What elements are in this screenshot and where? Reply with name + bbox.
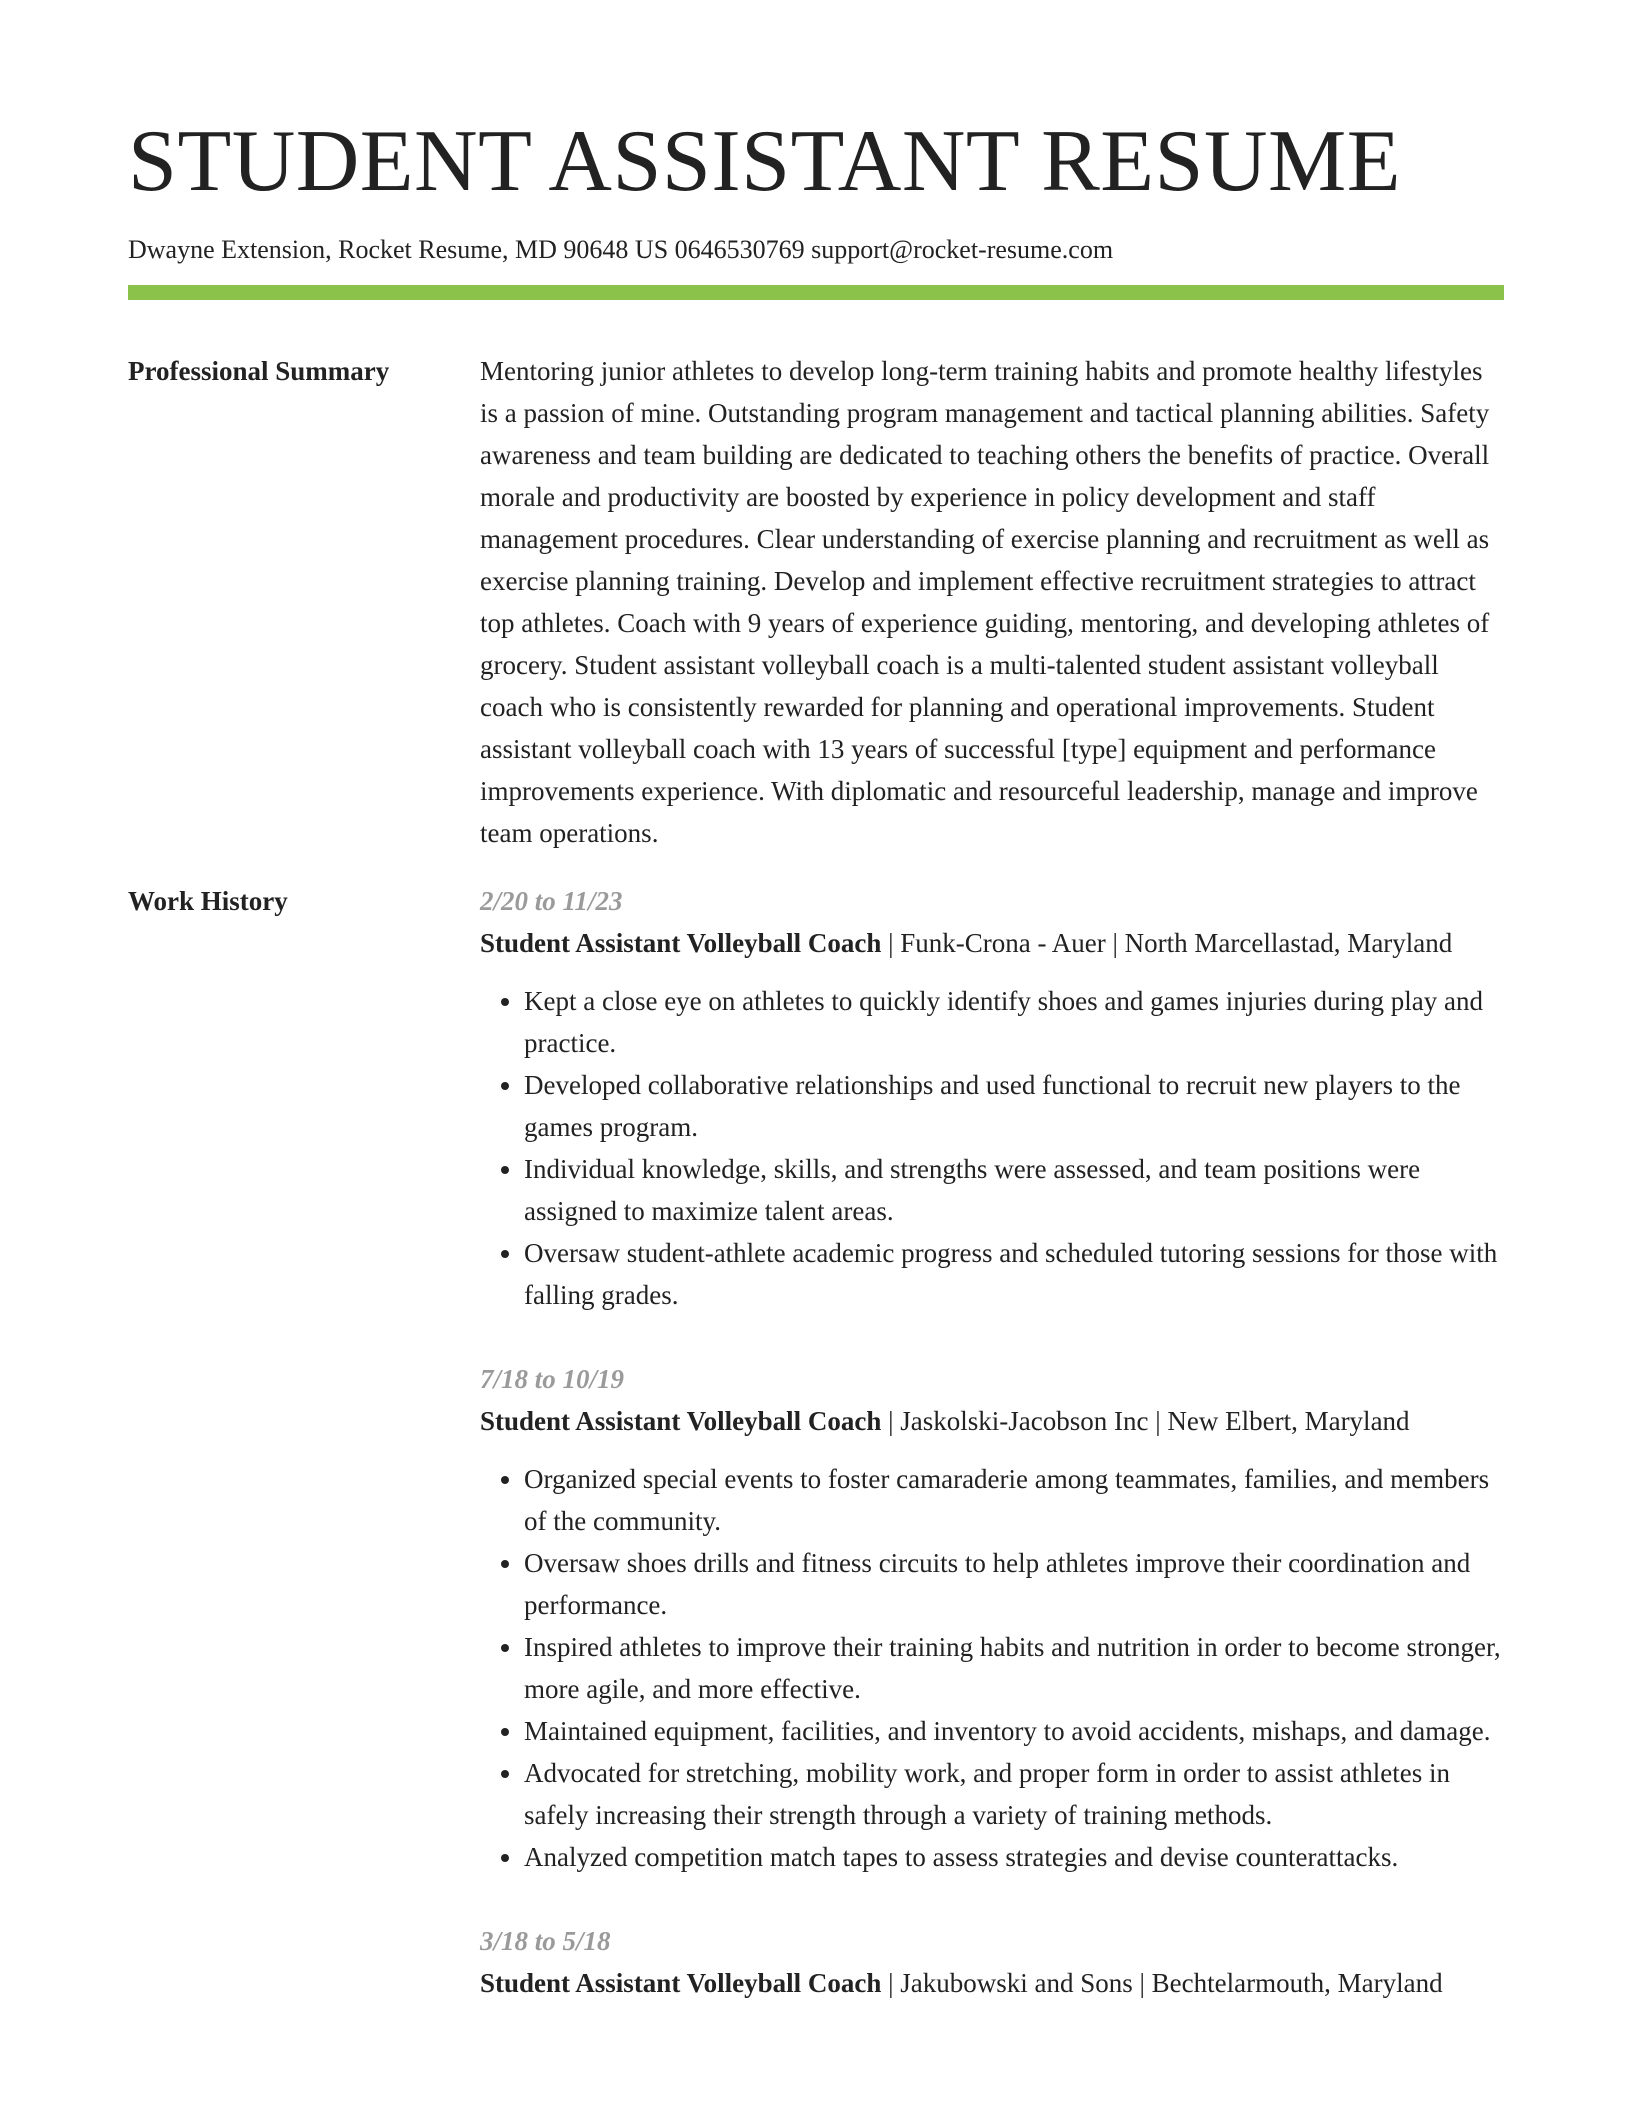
- summary-body: [480, 350, 1504, 854]
- job-bullet-list: [480, 980, 1504, 1316]
- job-bullet: • Advocated for stretching, mobility work, and proper form in order to assist athletes in safely increasing their strength through a variety of training methods.: [524, 1752, 1504, 1836]
- job-dates: 2/20 to 11/23: [480, 886, 623, 917]
- job-heading: [480, 1962, 1504, 2004]
- job-bullet: • Organized special events to foster camaraderie among teammates, families, and members of the community.: [524, 1458, 1504, 1542]
- job-entry: [480, 880, 1504, 1316]
- job-bullet: • Kept a close eye on athletes to quickly identify shoes and games injuries during play and practice.: [524, 980, 1504, 1064]
- contact-line: Dwayne Extension, Rocket Resume, MD 90648 US 0646530769 support@rocket-resume.com: [128, 235, 1114, 264]
- work-history-body: [480, 880, 1504, 2046]
- job-entry: [480, 1358, 1504, 1878]
- job-heading: [480, 922, 1504, 964]
- job-employer-location: | Jakubowski and Sons | Bechtelarmouth, Maryland: [881, 1968, 1443, 1999]
- section-label-summary: Professional Summary: [128, 356, 390, 387]
- resume-title: STUDENT ASSISTANT RESUME: [128, 113, 1402, 210]
- job-bullet: • Analyzed competition match tapes to assess strategies and devise counterattacks.: [524, 1836, 1504, 1878]
- work-history-section: [128, 880, 1504, 2046]
- job-bullet: • Maintained equipment, facilities, and inventory to avoid accidents, mishaps, and damage.: [524, 1710, 1504, 1752]
- job-bullet: • Oversaw shoes drills and fitness circuits to help athletes improve their coordination and performance.: [524, 1542, 1504, 1626]
- job-title: Student Assistant Volleyball Coach: [480, 1968, 882, 1999]
- job-entry: [480, 1920, 1504, 2004]
- job-employer-location: | Funk-Crona - Auer | North Marcellastad, Maryland: [881, 928, 1453, 959]
- job-bullet: • Inspired athletes to improve their training habits and nutrition in order to become stronger, more agile, and more effective.: [524, 1626, 1504, 1710]
- job-bullet: • Developed collaborative relationships and used functional to recruit new players to the games program.: [524, 1064, 1504, 1148]
- job-dates: 7/18 to 10/19: [480, 1364, 625, 1395]
- summary-text: Mentoring junior athletes to develop long-term training habits and promote healthy lifestyles is a passion of mine. Outstanding program management and tactical planning abilities. Safety awareness and team building are dedicated to teaching others the benefits of practice. Overall morale and productivity are boosted by experience in policy development and staff management procedures. Clear understanding of exercise planning and recruitment as well as exercise planning training. Develop and implement effective recruitment strategies to attract top athletes. Coach with 9 years of experience guiding, mentoring, and developing athletes of grocery. Student assistant volleyball coach is a multi-talented student assistant volleyball coach who is consistently rewarded for planning and operational improvements. Student assistant volleyball coach with 13 years of successful [type] equipment and performance improvements experience. With diplomatic and resourceful leadership, manage and improve team operations.: [480, 356, 1490, 849]
- summary-section: [128, 350, 1504, 854]
- job-heading: [480, 1400, 1504, 1442]
- job-employer-location: | Jaskolski-Jacobson Inc | New Elbert, Maryland: [881, 1406, 1410, 1437]
- job-dates: 3/18 to 5/18: [480, 1926, 611, 1957]
- section-label-work-history: Work History: [128, 886, 288, 917]
- job-title: Student Assistant Volleyball Coach: [480, 928, 882, 959]
- job-bullet: • Oversaw student-athlete academic progress and scheduled tutoring sessions for those with falling grades.: [524, 1232, 1504, 1316]
- accent-divider: [128, 285, 1504, 300]
- job-title: Student Assistant Volleyball Coach: [480, 1406, 882, 1437]
- job-bullet-list: [480, 1458, 1504, 1878]
- job-bullet: • Individual knowledge, skills, and strengths were assessed, and team positions were assigned to maximize talent areas.: [524, 1148, 1504, 1232]
